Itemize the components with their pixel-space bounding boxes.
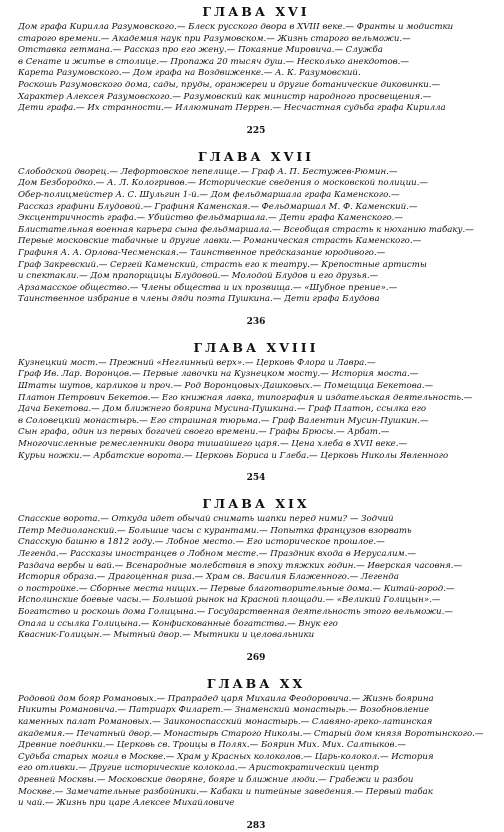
summary-line: и спектакли.— Дом прапорщицы Блудовой.— Молодой Блудов и его друзья.— <box>18 271 379 282</box>
summary-line: Сын графа, один из первых богачей своего времени.— Графы Брюсы.— Арбат.— <box>18 427 390 438</box>
summary-line: Штаты шутов, карликов и проч.— Род Воронцовых-Дашковых.— Помещица Бекетова.— <box>18 381 434 392</box>
summary-line: Блистательная военная карьера сына фельдмаршала.— Всеобщая страсть к нюханию табаку.— <box>18 224 474 235</box>
chapter-summary <box>18 22 494 115</box>
summary-line: Карета Разумовского.— Дом графа на Воздвиженке.— А. К. Разумовский. <box>18 68 361 79</box>
chapter-title: ГЛАВА XX <box>206 675 306 691</box>
summary-line: Легенда.— Рассказы иностранцев о Лобном месте.— Праздник входа в Иерусалим.— <box>18 549 416 559</box>
chapter-section <box>18 149 494 328</box>
chapter-summary <box>18 514 494 642</box>
summary-line: Опала и ссылка Голицына.— Конфискованные богатства.— Внук его <box>18 618 338 629</box>
chapter-title: ГЛАВА XVII <box>197 148 315 164</box>
summary-line: Характер Алексея Разумовского.— Разумовский как министр народного просвещения.— <box>18 91 432 102</box>
summary-line: древней Москвы.— Московские дворяне, бояре и ближние люди.— Грабежи и разбои <box>18 774 414 785</box>
summary-line: старого времени.— Академия наук при Разумовском.— Жизнь старого вельможи.— <box>18 33 411 44</box>
summary-line: Родовой дом бояр Романовых.— Прапрадед царя Михаила Феодоровича.— Жизнь боярина <box>18 693 434 704</box>
page-number: 269 <box>246 652 266 663</box>
summary-line: Петр Медиоланский.— Большие часы с курантами.— Попытка французов взорвать <box>18 525 412 536</box>
chapter-section <box>18 676 494 832</box>
chapter-title: ГЛАВА XVIII <box>193 339 319 355</box>
summary-line: Рассказ графини Блудовой.— Графиня Каменская.— Фельдмаршал М. Ф. Каменский.— <box>18 201 418 212</box>
summary-line: Арзамасское общество.— Члены общества и их прозвища.— «Шубное прение».— <box>18 282 398 293</box>
chapter-summary <box>18 167 494 306</box>
summary-line: Дом Безбородко.— А. Л. Кологривов.— Исторические сведения о московской полиции.— <box>18 178 428 189</box>
summary-line: Исполинские боевые часы.— Большой рынок на Красной площади.— «Великий Голицын».— <box>18 595 441 606</box>
summary-line: Платон Петрович Бекетов.— Его книжная лавка, типография и издательская деятельность.— <box>18 392 473 403</box>
page-number: 225 <box>246 125 266 136</box>
chapter-summary <box>18 694 494 810</box>
summary-line: Курьи ножки.— Арбатские ворота.— Церковь Бориса и Глеба.— Церковь Николы Явленного <box>18 450 449 461</box>
summary-line: История образа.— Драгоценная риза.— Храм св. Василия Блаженного.— Легенда <box>18 572 399 583</box>
summary-line: Дача Бекетова.— Дом ближнего боярина Мусина-Пушкина.— Граф Платон, ссылка его <box>18 404 427 415</box>
chapter-section <box>18 340 494 484</box>
summary-line: и чай.— Жизнь при царе Алексее Михайловиче <box>18 798 235 809</box>
summary-line: Древние поединки.— Церковь св. Троицы в Полях.— Боярин Мих. Мих. Салтыков.— <box>18 740 406 751</box>
summary-line: Слободской дворец.— Лефортовское пепелище.— Граф А. П. Бестужев-Рюмин.— <box>18 166 398 177</box>
summary-line: Роскошь Разумовского дома, сады, пруды, оранжереи и другие ботанические диковинки.— <box>18 79 441 90</box>
chapter-section <box>18 4 494 137</box>
summary-line: Первые московские табачные и другие лавки.— Романическая страсть Каменского.— <box>18 236 422 247</box>
summary-line: Эксцентричность графа.— Убийство фельдмаршала.— Дети графа Каменского.— <box>18 213 403 224</box>
summary-line: Никиты Романовича.— Патриарх Филарет.— Знаменский монастырь.— Возобновление <box>18 705 430 716</box>
summary-line: в Сенате и житье в столице.— Пропажа 20 тысяч душ.— Несколько анекдотов.— <box>18 56 410 67</box>
summary-line: Отставка гетмана.— Рассказ про его жену.— Покаяние Мировича.— Служба <box>18 45 383 56</box>
chapter-section <box>18 496 494 664</box>
summary-line: Москве.— Замечательные разбойники.— Кабаки и питейные заведения.— Первый табак <box>18 786 433 797</box>
summary-line: Дом графа Кирилла Разумовского.— Блеск русского двора в XVIII веке.— Франты и модистки <box>18 22 454 32</box>
page-number: 254 <box>246 473 266 484</box>
page-number: 283 <box>246 820 266 831</box>
summary-line: Кузнецкий мост.— Прежний «Неглинный верх».— Церковь Флора и Лавра.— <box>18 357 376 368</box>
summary-line: Богатство и роскошь дома Голицына.— Государственная деятельность этого вельможи.— <box>18 606 453 617</box>
summary-line: Обер-полицмейстер А. С. Шульгин 1-й.— Дом фельдмаршала графа Каменского.— <box>18 189 400 200</box>
summary-line: Графиня А. А. Орлова-Чесменская.— Таинственное предсказание юродивого.— <box>18 247 386 258</box>
summary-line: Граф Ив. Лар. Воронцов.— Первые лавочки на Кузнецком мосту.— История моста.— <box>18 369 419 380</box>
summary-line: Таинственное избрание в члены дяди поэта Пушкина.— Дети графа Блудова <box>18 294 380 305</box>
summary-line: Раздача вербы и вай.— Всенародные молебствия в эпоху тяжких годин.— Иверская часовня.— <box>18 560 463 571</box>
summary-line: его отливки.— Другие исторические колокола.— Аристократический центр <box>18 763 379 774</box>
summary-line: Судьба старых могил в Москве.— Храм у Красных колоколов.— Царь-колокол.— История <box>18 751 434 762</box>
summary-line: о постройке.— Сборные места нищих.— Первые благотворительные дома.— Китай-город.— <box>18 583 455 594</box>
summary-line: Спасскую башню в 1812 году.— Лобное место.— Его историческое прошлое.— <box>18 537 385 548</box>
summary-line: Граф Закревский.— Сергей Каменский, страсть его к театру.— Крепостные артисты <box>18 259 427 270</box>
chapter-title: ГЛАВА XVI <box>202 4 310 19</box>
summary-line: академия.— Печатный двор.— Монастырь Старого Николы.— Старый дом князя Воротынского.— <box>18 728 484 739</box>
chapter-title: ГЛАВА XIX <box>202 496 310 512</box>
summary-line: Дети графа.— Их странности.— Иллюминат Перрен.— Несчастная судьба графа Кирилла <box>18 103 446 114</box>
summary-line: Спасские ворота.— Откуда идет обычай снимать шапки перед ними? — Зодчий <box>18 514 394 525</box>
summary-line: каменных палат Романовых.— Заиконоспасский монастырь.— Славяно-греко-латинская <box>18 716 433 727</box>
page-number: 236 <box>246 316 266 327</box>
chapter-summary <box>18 358 494 462</box>
summary-line: Многочисленные ремесленники двора тишайшего царя.— Цена хлеба в XVII веке.— <box>18 439 408 450</box>
table-of-contents-page <box>18 0 494 832</box>
summary-line: Квасник-Голицын.— Мытный двор.— Мытники и целовальники <box>18 630 315 641</box>
summary-line: в Соловецкий монастырь.— Его страшная тюрьма.— Граф Валентин Мусин-Пушкин.— <box>18 415 429 426</box>
